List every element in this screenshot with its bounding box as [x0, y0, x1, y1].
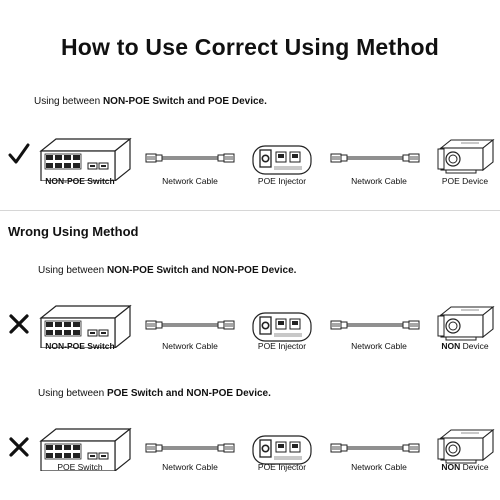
cross-mark-icon [7, 311, 31, 335]
label-cable: Network Cable [351, 462, 407, 472]
network-cable-icon [145, 315, 235, 335]
label-cable: Network Cable [162, 176, 218, 186]
label-switch: NON-POE Switch [45, 176, 115, 186]
network-cable-icon [330, 438, 420, 458]
label-cable: Network Cable [162, 341, 218, 351]
label-switch: NON-POE Switch [45, 341, 115, 351]
correct-row [0, 126, 500, 206]
label-injector: POE Injector [257, 176, 307, 186]
cross-mark-icon [7, 434, 31, 458]
correct-caption [34, 96, 267, 107]
correct-caption-prefix: Using between [34, 96, 103, 107]
poe-injector-icon [252, 435, 312, 465]
ip-camera-icon [437, 305, 497, 341]
wrong2-row [0, 418, 500, 498]
wrong1-caption-prefix: Using between [38, 265, 107, 276]
wrong2-caption [38, 388, 271, 399]
correct-caption-emph: NON-POE Switch and POE Device. [102, 96, 267, 107]
label-cable: Network Cable [162, 462, 218, 472]
network-cable-icon [145, 148, 235, 168]
ip-camera-icon [437, 138, 497, 174]
wrong2-caption-emph: POE Switch and NON-POE Device. [106, 388, 271, 399]
label-device: NON Device [441, 341, 489, 351]
label-device: POE Device [441, 176, 489, 186]
ip-camera-icon [437, 428, 497, 464]
wrong1-caption-emph: NON-POE Switch and NON-POE Device. [106, 265, 297, 276]
label-cable: Network Cable [351, 341, 407, 351]
check-mark-icon [7, 142, 31, 166]
page-title: How to Use Correct Using Method [60, 34, 440, 60]
poe-injector-icon [252, 145, 312, 175]
poe-injector-icon [252, 312, 312, 342]
wrong2-caption-prefix: Using between [38, 388, 107, 399]
label-cable: Network Cable [351, 176, 407, 186]
network-cable-icon [330, 148, 420, 168]
section-divider [0, 210, 500, 211]
wrong1-row [0, 295, 500, 375]
label-device: NON Device [441, 462, 489, 472]
label-switch: POE Switch [57, 462, 103, 472]
wrong1-caption [38, 265, 296, 276]
label-injector: POE Injector [257, 462, 307, 472]
label-injector: POE Injector [257, 341, 307, 351]
switch-icon [38, 136, 133, 181]
wrong-heading: Wrong Using Method [8, 224, 139, 239]
network-cable-icon [330, 315, 420, 335]
network-cable-icon [145, 438, 235, 458]
